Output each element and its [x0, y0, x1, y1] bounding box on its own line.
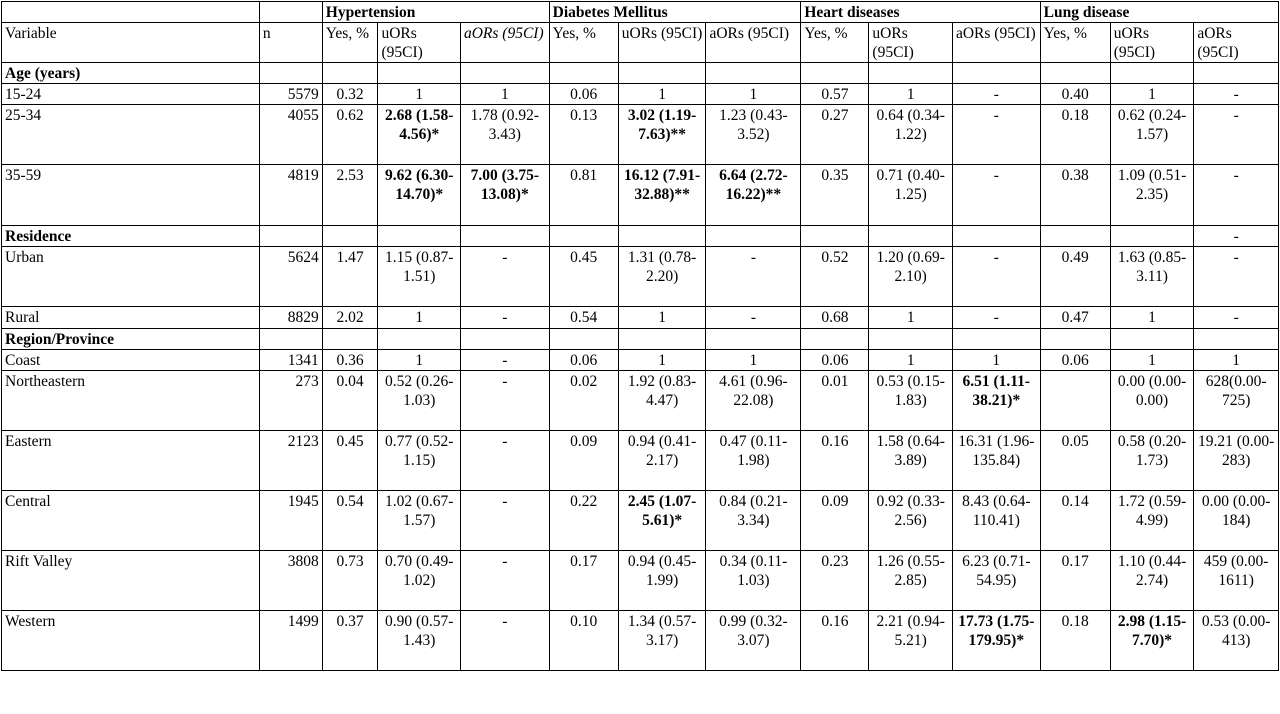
empty-cell	[801, 226, 869, 247]
cell-significant: 16.12 (7.91-32.88)**	[618, 165, 706, 226]
cell: 1.92 (0.83-4.47)	[618, 371, 706, 431]
cell-significant: 7.00 (3.75-13.08)*	[460, 165, 549, 226]
column-header-row	[2, 23, 1279, 63]
section-end-cell	[1194, 63, 1279, 84]
cell: 0.05	[1040, 431, 1110, 491]
cell: 1.10 (0.44-2.74)	[1110, 551, 1194, 611]
cell: 2.02	[322, 307, 378, 329]
odds-ratio-table	[1, 1, 1279, 671]
cell-significant: 2.68 (1.58-4.56)*	[378, 105, 461, 165]
empty-cell	[1040, 63, 1110, 84]
cell: -	[1194, 84, 1279, 105]
cell: -	[1194, 105, 1279, 165]
cell: 1	[706, 84, 801, 105]
empty-cell	[460, 63, 549, 84]
empty-cell	[378, 226, 461, 247]
cell: 2.53	[322, 165, 378, 226]
cell: 1.47	[322, 247, 378, 307]
cell: 0.34 (0.11-1.03)	[706, 551, 801, 611]
row-label: 35-59	[2, 165, 260, 226]
cell: 0.49	[1040, 247, 1110, 307]
empty-cell	[952, 329, 1040, 350]
row-label: 25-34	[2, 105, 260, 165]
cell: -	[460, 350, 549, 371]
empty-cell	[322, 63, 378, 84]
cell: 0.77 (0.52-1.15)	[378, 431, 461, 491]
cell: 0.71 (0.40-1.25)	[869, 165, 953, 226]
cell: 16.31 (1.96-135.84)	[952, 431, 1040, 491]
cell: 1.20 (0.69-2.10)	[869, 247, 953, 307]
cell: -	[460, 247, 549, 307]
cell: 0.68	[801, 307, 869, 329]
cell: 1	[378, 84, 461, 105]
row-label: Urban	[2, 247, 260, 307]
row-label: Central	[2, 491, 260, 551]
cell-significant: 9.62 (6.30-14.70)*	[378, 165, 461, 226]
cell: 0.17	[1040, 551, 1110, 611]
cell: 0.06	[549, 84, 618, 105]
cell: 0.16	[801, 431, 869, 491]
cell: -	[1194, 247, 1279, 307]
section-label: Residence	[2, 226, 260, 247]
cell: 0.54	[322, 491, 378, 551]
cell: 0.47	[1040, 307, 1110, 329]
cell: 0.57	[801, 84, 869, 105]
column-header-uors: uORs (95CI)	[869, 23, 953, 63]
cell: 0.23	[801, 551, 869, 611]
empty-cell	[1040, 329, 1110, 350]
cell: 0.70 (0.49-1.02)	[378, 551, 461, 611]
cell: 0.04	[322, 371, 378, 431]
cell: 0.17	[549, 551, 618, 611]
row-label: Eastern	[2, 431, 260, 491]
row-label: Western	[2, 611, 260, 671]
table-row	[2, 431, 1279, 491]
column-header-uors: uORs (95CI)	[618, 23, 706, 63]
cell: 0.36	[322, 350, 378, 371]
cell: 1	[378, 350, 461, 371]
cell: 19.21 (0.00-283)	[1194, 431, 1279, 491]
cell: 1	[706, 350, 801, 371]
cell: 2.21 (0.94-5.21)	[869, 611, 953, 671]
cell: -	[952, 247, 1040, 307]
cell: 0.00 (0.00-184)	[1194, 491, 1279, 551]
row-label: Coast	[2, 350, 260, 371]
empty-cell	[706, 226, 801, 247]
cell: 1	[378, 307, 461, 329]
cell: 0.99 (0.32-3.07)	[706, 611, 801, 671]
cell: 1.26 (0.55-2.85)	[869, 551, 953, 611]
table-row	[2, 307, 1279, 329]
group-header-row	[2, 2, 1279, 23]
cell: -	[952, 84, 1040, 105]
cell: 1.15 (0.87-1.51)	[378, 247, 461, 307]
section-end-cell: -	[1194, 226, 1279, 247]
cell: 1	[952, 350, 1040, 371]
empty-cell	[378, 329, 461, 350]
empty-cell	[460, 226, 549, 247]
cell: 0.06	[801, 350, 869, 371]
cell-significant: 2.45 (1.07-5.61)*	[618, 491, 706, 551]
empty-cell	[1110, 329, 1194, 350]
cell: 0.53 (0.00-413)	[1194, 611, 1279, 671]
empty-cell	[378, 63, 461, 84]
empty-cell	[1110, 226, 1194, 247]
cell	[1040, 371, 1110, 431]
cell: 1	[869, 84, 953, 105]
section-row-residence	[2, 226, 1279, 247]
cell: 1	[869, 307, 953, 329]
empty-cell	[259, 329, 322, 350]
cell-significant: 3.02 (1.19-7.63)**	[618, 105, 706, 165]
group-header-heart: Heart diseases	[801, 2, 1040, 23]
cell: 1.58 (0.64-3.89)	[869, 431, 953, 491]
section-label: Region/Province	[2, 329, 260, 350]
cell: 6.23 (0.71-54.95)	[952, 551, 1040, 611]
table-row	[2, 105, 1279, 165]
table-row	[2, 84, 1279, 105]
column-header-yes: Yes, %	[549, 23, 618, 63]
row-label: Rift Valley	[2, 551, 260, 611]
cell: 0.62 (0.24-1.57)	[1110, 105, 1194, 165]
cell-significant: 2.98 (1.15-7.70)*	[1110, 611, 1194, 671]
cell: 0.90 (0.57-1.43)	[378, 611, 461, 671]
empty-cell	[1040, 226, 1110, 247]
empty-cell	[869, 63, 953, 84]
table-row	[2, 165, 1279, 226]
cell: 0.09	[549, 431, 618, 491]
cell: 0.18	[1040, 105, 1110, 165]
cell: 0.45	[322, 431, 378, 491]
cell: 0.01	[801, 371, 869, 431]
row-n: 273	[259, 371, 322, 431]
row-n: 1945	[259, 491, 322, 551]
table-row	[2, 491, 1279, 551]
cell-significant: 6.51 (1.11-38.21)*	[952, 371, 1040, 431]
cell: 0.18	[1040, 611, 1110, 671]
cell: 0.94 (0.41-2.17)	[618, 431, 706, 491]
table-row	[2, 371, 1279, 431]
cell: 1.23 (0.43-3.52)	[706, 105, 801, 165]
cell: 0.13	[549, 105, 618, 165]
empty-cell	[801, 63, 869, 84]
cell: 0.45	[549, 247, 618, 307]
cell: 0.06	[1040, 350, 1110, 371]
cell: 0.16	[801, 611, 869, 671]
cell: 0.22	[549, 491, 618, 551]
cell: 0.40	[1040, 84, 1110, 105]
cell: 0.52 (0.26-1.03)	[378, 371, 461, 431]
cell: 1	[460, 84, 549, 105]
column-header-yes: Yes, %	[801, 23, 869, 63]
cell: 0.73	[322, 551, 378, 611]
cell: 628(0.00-725)	[1194, 371, 1279, 431]
cell: 0.35	[801, 165, 869, 226]
corner-cell	[259, 2, 322, 23]
cell: -	[460, 431, 549, 491]
cell: 1	[869, 350, 953, 371]
empty-cell	[618, 226, 706, 247]
cell-significant: 17.73 (1.75-179.95)*	[952, 611, 1040, 671]
cell: 0.37	[322, 611, 378, 671]
empty-cell	[869, 226, 953, 247]
empty-cell	[618, 329, 706, 350]
cell: -	[1194, 165, 1279, 226]
row-n: 1341	[259, 350, 322, 371]
cell: 0.09	[801, 491, 869, 551]
cell: -	[952, 165, 1040, 226]
cell: -	[460, 371, 549, 431]
cell: 0.81	[549, 165, 618, 226]
empty-cell	[460, 329, 549, 350]
empty-cell	[1110, 63, 1194, 84]
section-end-cell	[1194, 329, 1279, 350]
empty-cell	[706, 63, 801, 84]
cell: 8.43 (0.64-110.41)	[952, 491, 1040, 551]
empty-cell	[801, 329, 869, 350]
cell: 1	[618, 307, 706, 329]
empty-cell	[618, 63, 706, 84]
cell: 0.52	[801, 247, 869, 307]
empty-cell	[549, 329, 618, 350]
corner-cell	[2, 2, 260, 23]
column-header-aors: aORs (95CI)	[952, 23, 1040, 63]
row-n: 5579	[259, 84, 322, 105]
cell: -	[460, 611, 549, 671]
cell: 0.06	[549, 350, 618, 371]
cell-significant: 6.64 (2.72-16.22)**	[706, 165, 801, 226]
section-label: Age (years)	[2, 63, 260, 84]
cell: 0.02	[549, 371, 618, 431]
column-header-variable: Variable	[2, 23, 260, 63]
cell: -	[952, 105, 1040, 165]
empty-cell	[549, 226, 618, 247]
cell: 0.54	[549, 307, 618, 329]
column-header-aors: aORs (95CI)	[1194, 23, 1279, 63]
cell: 0.53 (0.15-1.83)	[869, 371, 953, 431]
cell: 0.00 (0.00-0.00)	[1110, 371, 1194, 431]
table-row	[2, 611, 1279, 671]
cell: 1	[1194, 350, 1279, 371]
cell: -	[1194, 307, 1279, 329]
cell: 1	[1110, 307, 1194, 329]
table-row	[2, 350, 1279, 371]
empty-cell	[322, 226, 378, 247]
cell: 1.72 (0.59-4.99)	[1110, 491, 1194, 551]
cell: 4.61 (0.96-22.08)	[706, 371, 801, 431]
cell: -	[460, 551, 549, 611]
row-n: 8829	[259, 307, 322, 329]
cell: 0.32	[322, 84, 378, 105]
column-header-uors: uORs (95CI)	[378, 23, 461, 63]
empty-cell	[952, 226, 1040, 247]
cell: -	[706, 307, 801, 329]
empty-cell	[259, 63, 322, 84]
cell: -	[460, 307, 549, 329]
group-header-diabetes: Diabetes Mellitus	[549, 2, 801, 23]
row-n: 2123	[259, 431, 322, 491]
cell: 1.02 (0.67-1.57)	[378, 491, 461, 551]
section-row-region	[2, 329, 1279, 350]
row-n: 1499	[259, 611, 322, 671]
table-row	[2, 551, 1279, 611]
cell: 1	[618, 84, 706, 105]
empty-cell	[322, 329, 378, 350]
empty-cell	[259, 226, 322, 247]
cell: 1	[1110, 84, 1194, 105]
cell: 0.38	[1040, 165, 1110, 226]
empty-cell	[869, 329, 953, 350]
cell: 0.14	[1040, 491, 1110, 551]
group-header-hypertension: Hypertension	[322, 2, 549, 23]
row-n: 4819	[259, 165, 322, 226]
section-row-age	[2, 63, 1279, 84]
cell: 0.10	[549, 611, 618, 671]
cell: 0.27	[801, 105, 869, 165]
cell: 1.34 (0.57-3.17)	[618, 611, 706, 671]
table-row	[2, 247, 1279, 307]
cell: -	[706, 247, 801, 307]
cell: 0.84 (0.21-3.34)	[706, 491, 801, 551]
cell: 0.92 (0.33-2.56)	[869, 491, 953, 551]
row-label: Rural	[2, 307, 260, 329]
column-header-yes: Yes, %	[1040, 23, 1110, 63]
empty-cell	[549, 63, 618, 84]
cell: 0.58 (0.20-1.73)	[1110, 431, 1194, 491]
cell: 1.09 (0.51-2.35)	[1110, 165, 1194, 226]
cell: 1.63 (0.85-3.11)	[1110, 247, 1194, 307]
row-n: 5624	[259, 247, 322, 307]
row-label: 15-24	[2, 84, 260, 105]
column-header-uors: uORs (95CI)	[1110, 23, 1194, 63]
empty-cell	[706, 329, 801, 350]
column-header-yes: Yes, %	[322, 23, 378, 63]
cell: -	[460, 491, 549, 551]
cell: 1.31 (0.78-2.20)	[618, 247, 706, 307]
row-label: Northeastern	[2, 371, 260, 431]
cell: 459 (0.00-1611)	[1194, 551, 1279, 611]
cell: 0.47 (0.11-1.98)	[706, 431, 801, 491]
column-header-aors: aORs (95CI)	[460, 23, 549, 63]
cell: 0.64 (0.34-1.22)	[869, 105, 953, 165]
cell: 0.62	[322, 105, 378, 165]
row-n: 3808	[259, 551, 322, 611]
empty-cell	[952, 63, 1040, 84]
cell: 1.78 (0.92-3.43)	[460, 105, 549, 165]
column-header-aors: aORs (95CI)	[706, 23, 801, 63]
row-n: 4055	[259, 105, 322, 165]
cell: -	[952, 307, 1040, 329]
column-header-n: n	[259, 23, 322, 63]
cell: 0.94 (0.45-1.99)	[618, 551, 706, 611]
cell: 1	[618, 350, 706, 371]
cell: 1	[1110, 350, 1194, 371]
group-header-lung: Lung disease	[1040, 2, 1278, 23]
